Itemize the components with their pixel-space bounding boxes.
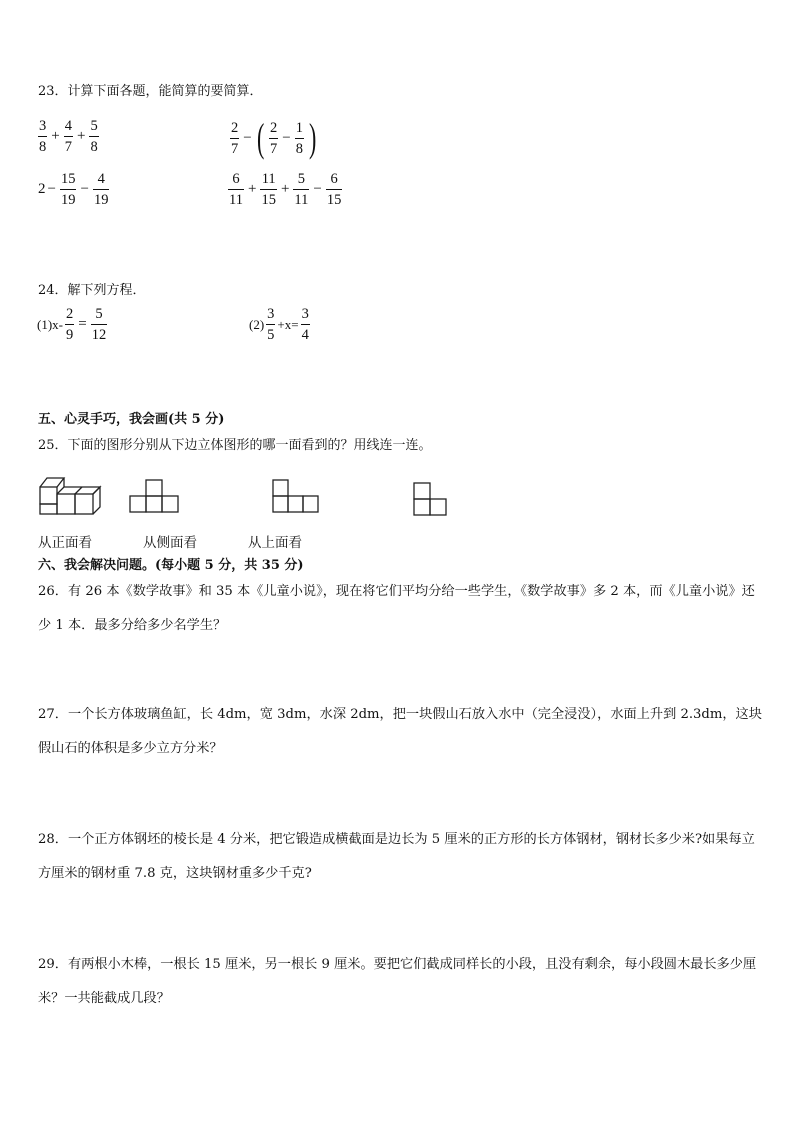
q25-view-c	[412, 479, 450, 519]
q25-view-b	[271, 478, 323, 514]
q24-equation-2: (2) $\frac{3}{5}$ +x= $\frac{3}{4}$	[249, 306, 309, 343]
q23-expression-3: 2 − $\frac{15}{19}$ − $\frac{4}{19}$	[38, 171, 109, 208]
section-5-heading: 五、心灵手巧，我会画(共 5 分)	[38, 412, 225, 427]
q28-text: 28．一个正方体钢坯的棱长是 4 分米，把它锻造成横截面是边长为 5 厘米的正方形的长方体钢材，钢材长多少米?如果每立方厘米的钢材重 7.8 克，这块钢材重多少千克?	[38, 832, 755, 881]
q25-label-top: 从上面看	[248, 535, 302, 551]
q25-label-front: 从正面看	[38, 535, 92, 551]
q27-text: 27．一个长方体玻璃鱼缸，长 4dm，宽 3dm，水深 2dm，把一块假山石放入水中（完全浸没），水面上升到 2.3dm，这块假山石的体积是多少立方分米？	[38, 707, 762, 756]
q24-equation-1: (1)x- $\frac{2}{9}$ = $\frac{5}{12}$	[37, 306, 107, 343]
q25-label-side: 从侧面看	[143, 535, 197, 551]
q23-title: 23．计算下面各题，能简算的要简算．	[38, 84, 263, 99]
q25-solid-figure	[38, 470, 102, 516]
q25-view-a	[128, 478, 182, 514]
q29-text: 29．有两根小木棒，一根长 15 厘米，另一根长 9 厘米。要把它们截成同样长的小段，且没有剩余，每小段圆木最长多少厘米？一共能截成几段？	[38, 957, 757, 1006]
q23-expression-4: $\frac{6}{11}$ + $\frac{11}{15}$ + $\frac{5}{11}$ − $\frac{6}{15}$	[229, 171, 342, 208]
q25-title: 25．下面的图形分别从下边立体图形的哪一面看到的？用线连一连。	[38, 438, 432, 453]
q23-expression-1: $\frac{3}{8}$ + $\frac{4}{7}$ + $\frac{5}{8}$	[39, 118, 98, 155]
q24-title: 24．解下列方程．	[38, 283, 146, 298]
section-6-heading: 六、我会解决问题。(每小题 5 分，共 35 分)	[38, 558, 304, 573]
q26-text: 26．有 26 本《数学故事》和 35 本《儿童小说》，现在将它们平均分给一些学生，《数学故事》多 2 本，而《儿童小说》还少 1 本．最多分给多少名学生？	[38, 584, 755, 633]
q23-expression-2: $\frac{2}{7}$ − ( $\frac{2}{7}$ − $\frac{1}{8}$ )	[231, 115, 317, 160]
